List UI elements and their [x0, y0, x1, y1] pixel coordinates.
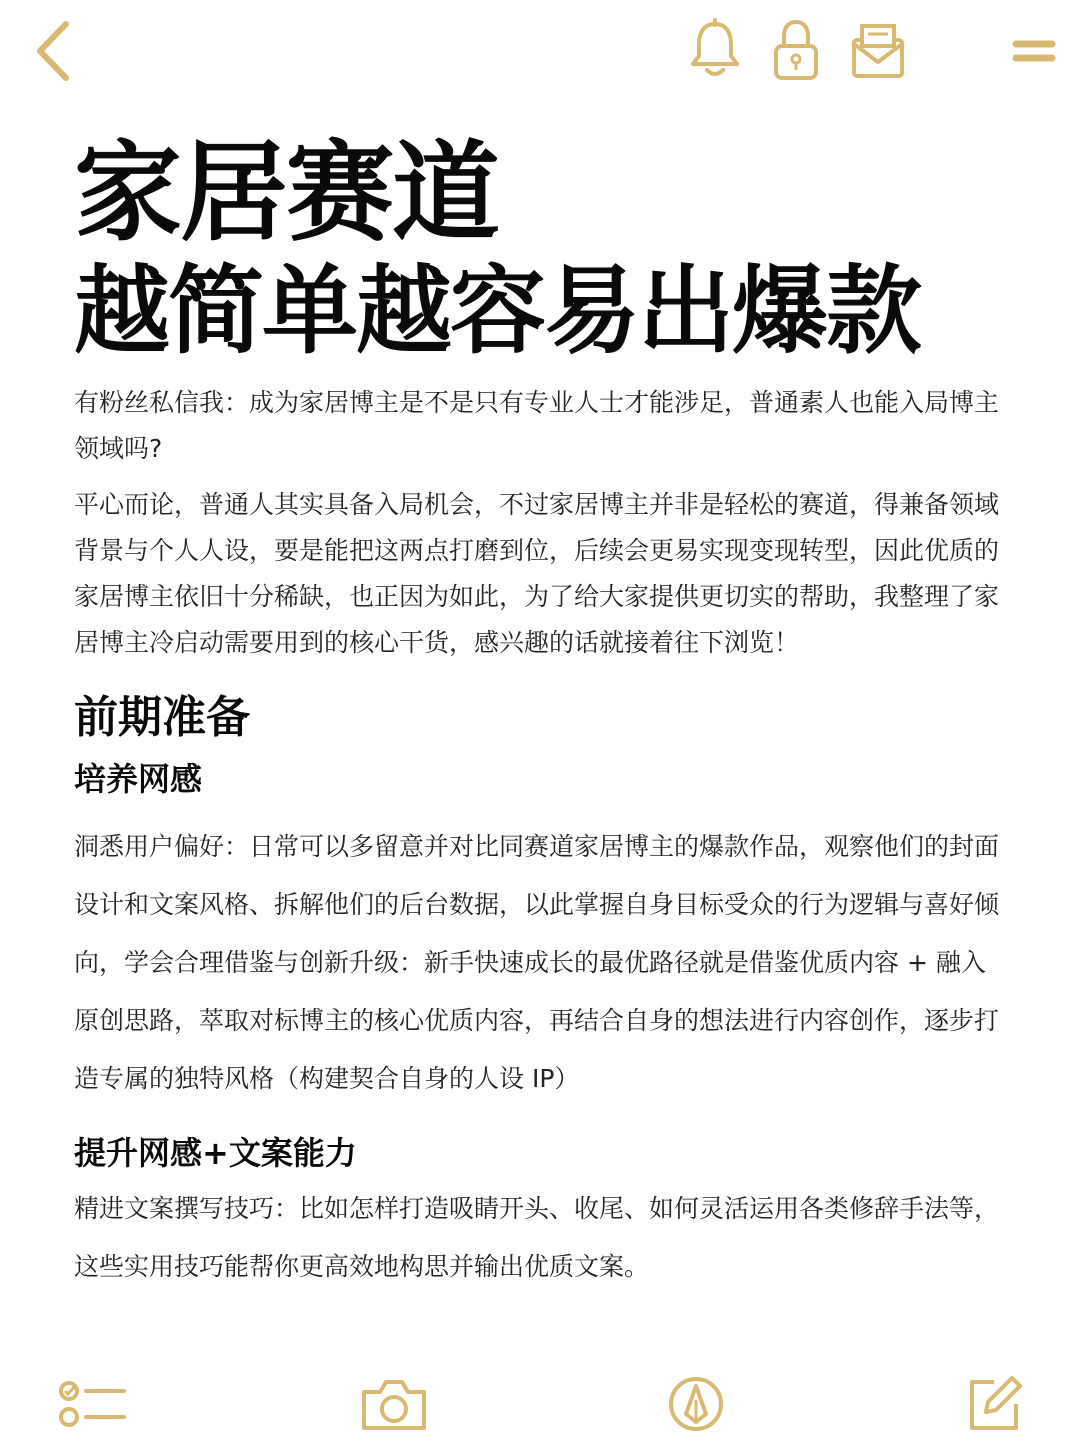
- pen-tip-icon[interactable]: [666, 1374, 726, 1434]
- bell-icon[interactable]: [688, 18, 742, 80]
- camera-icon[interactable]: [358, 1376, 430, 1432]
- mail-icon[interactable]: [850, 22, 906, 80]
- section-heading: 前期准备: [74, 692, 250, 743]
- subheading-2: 提升网感+文案能力: [74, 1134, 357, 1172]
- subsection-2-body: 精进文案撰写技巧：比如怎样打造吸睛开头、收尾、如何灵活运用各类修辞手法等，这些实用技巧能帮你更高效地构思并输出优质文案。: [74, 1194, 1000, 1281]
- edit-icon[interactable]: [964, 1372, 1026, 1434]
- title-line-1: 家居赛道: [74, 131, 499, 256]
- lock-icon[interactable]: [772, 18, 820, 82]
- title-line-2: 越简单越容易出爆款: [74, 255, 920, 367]
- intro-paragraph-2: 平心而论，普通人其实具备入局机会，不过家居博主并非是轻松的赛道，得兼备领域背景与个人人设，要是能把这两点打磨到位，后续会更易实现变现转型，因此优质的家居博主依旧十分稀缺，也正因为如此，为了给大家提供更切实的帮助，我整理了家居博主冷启动需要用到的核心干货，感兴趣的话就接着往下浏览！: [74, 490, 1000, 657]
- subsection-1-body: 洞悉用户偏好：日常可以多留意并对比同赛道家居博主的爆款作品，观察他们的封面设计和文案风格、拆解他们的后台数据，以此掌握自身目标受众的行为逻辑与喜好倾向，学会合理借鉴与创新升级：新手快速成长的最优路径就是借鉴优质内容 + 融入原创思路，萃取对标博主的核心优质内容，再结合自身的想法进行内容创作，逐步打造专属的独特风格（构建契合自身的人设 IP）: [74, 832, 1000, 1093]
- top-toolbar: [0, 0, 1080, 110]
- subheading-1: 培养网感: [74, 760, 203, 798]
- menu-icon[interactable]: [1012, 38, 1056, 64]
- checklist-icon[interactable]: [56, 1378, 128, 1428]
- intro-paragraph-1: 有粉丝私信我：成为家居博主是不是只有专业人士才能涉足，普通素人也能入局博主领域吗?: [74, 388, 1000, 463]
- back-chevron-icon[interactable]: [30, 18, 76, 84]
- article-body: [74, 128, 1004, 1296]
- bottom-toolbar: [0, 1350, 1080, 1440]
